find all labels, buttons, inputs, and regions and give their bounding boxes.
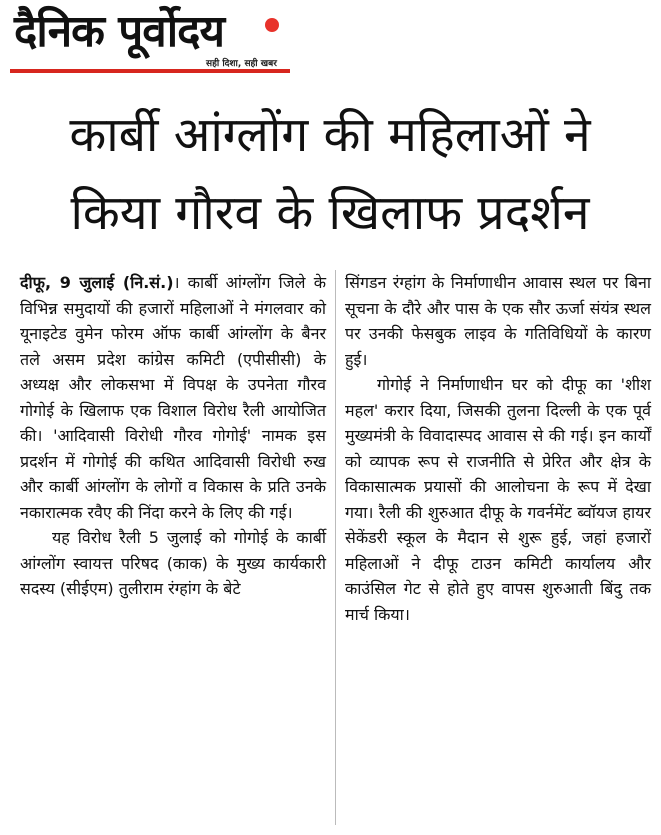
article-column-right (345, 270, 651, 627)
masthead-rule (10, 69, 290, 73)
logo-dot-icon (265, 18, 279, 32)
article-text: । कार्बी आंग्लोंग जिले के विभिन्न समुदायों की हजारों महिलाओं ने मंगलवार को यूनाइटेड वुमेन फोरम ऑफ कार्बी आंग्लोंग के बैनर तले असम प्रदेश कांग्रेस कमिटी (एपीसीसी) के अध्यक्ष और लोकसभा में विपक्ष के उपनेता गौरव गोगोई के खिलाफ एक विशाल विरोध रैली आयोजित की। 'आदिवासी विरोधी गौरव गोगोई' नामक इस प्रदर्शन में गोगोई की कथित आदिवासी विरोधी रुख और कार्बी आंग्लोंग के लोगों व विकास के प्रति उनके नकारात्मक रवैए की निंदा करने के लिए की गई। (20, 273, 326, 522)
masthead (10, 6, 290, 74)
article-column-left (20, 270, 326, 602)
masthead-tagline: सही दिशा, सही खबर (206, 59, 277, 69)
headline-line-2: किया गौरव के खिलाफ प्रदर्शन (70, 185, 590, 241)
column-divider (335, 270, 336, 825)
article-paragraph: यह विरोध रैली 5 जुलाई को गोगोई के कार्बी आंग्लोंग स्वायत्त परिषद (काक) के मुख्य कार्यकारी सदस्य (सीईएम) तुलीराम रंग्हांग के बेटे (20, 528, 326, 598)
article-paragraph: सिंगडन रंग्हांग के निर्माणाधीन आवास स्थल पर बिना सूचना के दौरे और पास के एक सौर ऊर्जा संयंत्र स्थल पर उनकी फेसबुक लाइव के गतिविधियों के कारण हुई। (345, 273, 651, 369)
article-paragraph: गोगोई ने निर्माणाधीन घर को दीफू का 'शीश महल' करार दिया, जिसकी तुलना दिल्ली के एक पूर्व मुख्यमंत्री के विवादास्पद आवास से की गई। इन कार्यों को व्यापक रूप से राजनीति से प्रेरित और क्षेत्र के विकासात्मक प्रयासों की आलोचना के रूप में देखा गया। रैली की शुरुआत दीफू के गवर्नमेंट ब्वॉयज हायर सेकेंडरी स्कूल के मैदान से शुरू हुई, जहां हजारों महिलाओं ने दीफू टाउन कमिटी कार्यालय और काउंसिल गेट से होते हुए वापस शुरुआती बिंदु तक मार्च किया। (345, 375, 651, 624)
headline (20, 96, 640, 252)
article-paragraph (20, 270, 326, 525)
headline-line-1: कार्बी आंग्लोंग की महिलाओं ने (69, 107, 591, 163)
dateline: दीफू, 9 जुलाई (नि.सं.) (20, 273, 174, 292)
newspaper-logo: दैनिक पूर्वोदय (14, 6, 225, 57)
